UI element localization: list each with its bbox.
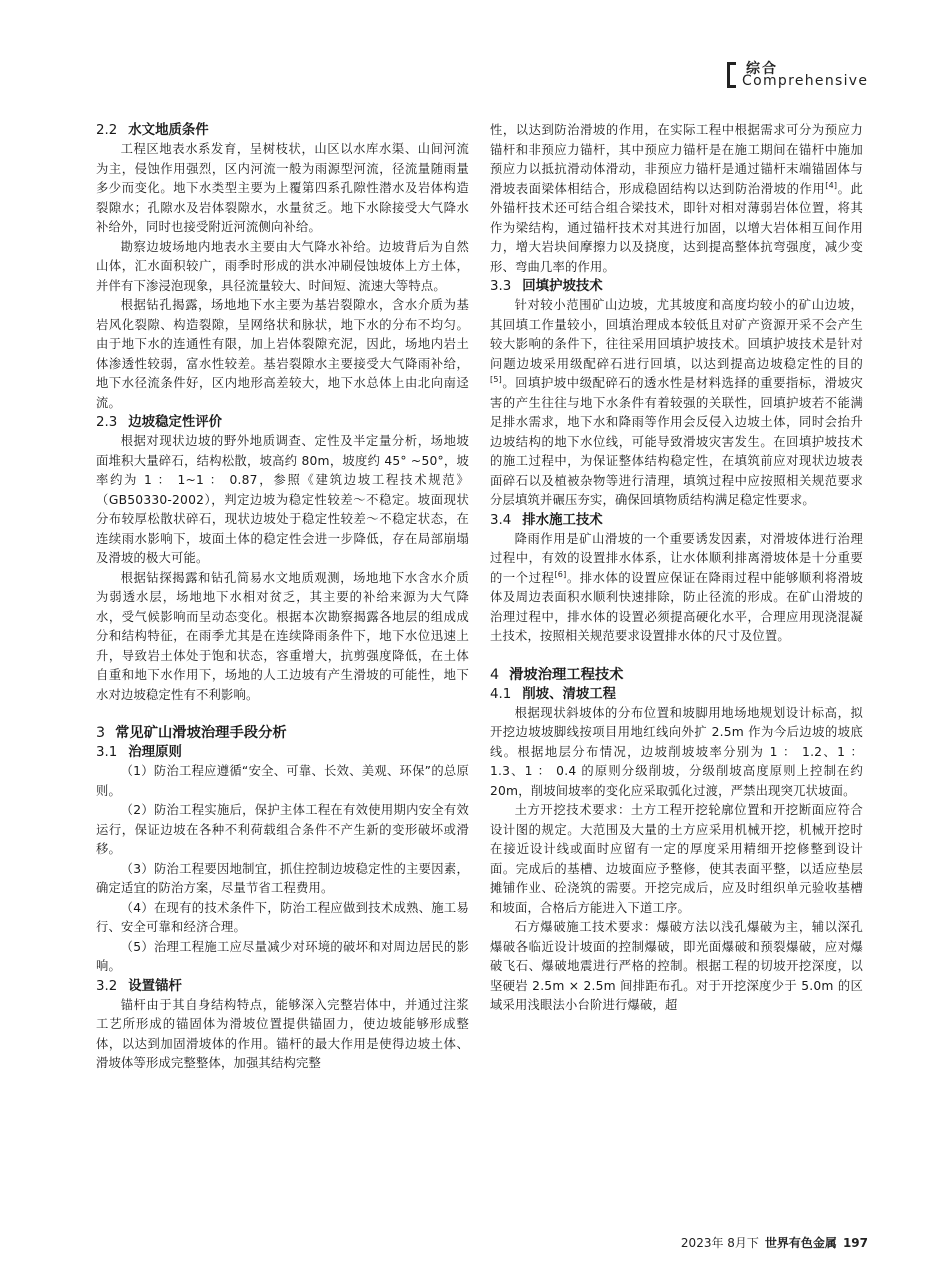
logo-bracket-shape bbox=[727, 62, 736, 88]
heading-3-4: 3.4 排水施工技术 bbox=[490, 512, 603, 528]
section-name-en: Comprehensive bbox=[742, 73, 869, 89]
paragraph: 根据现状斜坡体的分布位置和坡脚用地场地规划设计标高，拟开挖边坡坡脚线按项目用地红线向外扩 2.5m 作为今后边坡的坡底线。根据地层分布情况，边坡削坡坡率分别为 1 ： 1.2、1 ： 1.3、1 ： 0.4 的原则分级削坡，分级削坡高度原则上控制在约 20m，削坡间坡率的变化应采取弧化过渡，严禁出现突兀状坡面。 bbox=[490, 705, 863, 798]
paragraph: 性，以达到防治滑坡的作用，在实际工程中根据需求可分为预应力锚杆和非预应力锚杆，其中预应力锚杆是在施工期间在锚杆中施加预应力以抵抗滑动体滑动，非预应力锚杆是通过锚杆末端锚固体与滑坡表面梁体相结合，形成稳固结构以达到防治滑坡的作用[4]。此外锚杆技术还可结合组合梁技术，即针对相对薄弱岩体位置，将其作为梁结构，通过锚杆技术对其进行加固，以增大岩体相互间作用力，增大岩块间摩擦力以及挠度，达到提高整体抗弯强度，减少变形、弯曲几率的作用。 bbox=[490, 123, 863, 274]
paragraph: （3）防治工程要因地制宜，抓住控制边坡稳定性的主要因素，确定适宜的防治方案，尽量节省工程费用。 bbox=[96, 861, 469, 895]
heading-3-3: 3.3 回填护坡技术 bbox=[490, 279, 603, 294]
heading-4-1: 4.1 削坡、清坡工程 bbox=[490, 686, 617, 702]
journal-section-logo bbox=[727, 58, 867, 94]
citation: [5] bbox=[490, 375, 502, 384]
right-column bbox=[490, 121, 863, 1016]
paragraph: （5）治理工程施工应尽量减少对环境的破坏和对周边居民的影响。 bbox=[96, 939, 469, 973]
citation: [6] bbox=[554, 569, 567, 579]
paragraph: 石方爆破施工技术要求：爆破方法以浅孔爆破为主，辅以深孔爆破各临近设计坡面的控制爆破，即光面爆破和预裂爆破，应对爆破飞石、爆破地震进行严格的控制。根据工程的切坡开挖深度，以坚硬岩 2.5m × 2.5m 间排距布孔。对于开挖深度少于 5.0m 的区域采用浅眼法小台阶进行爆破，超 bbox=[490, 920, 863, 1012]
heading-3-2: 3.2 设置锚杆 bbox=[96, 978, 182, 994]
page-footer bbox=[681, 1234, 868, 1251]
paragraph: 根据钻探揭露和钻孔简易水文地质观测，场地地下水含水介质为弱透水层，场地地下水相对贫乏，其主要的补给来源为大气降水，受气候影响而呈动态变化。根据本次勘察揭露各地层的组成成分和结构特征，在雨季尤其是在连续降雨条件下，地下水位迅速上升，导致岩土体处于饱和状态，容重增大，抗剪强度降低，在土体自重和地下水作用下，场地的人工边坡有产生滑坡的可能性，地下水对边坡稳定性有不利影响。 bbox=[96, 570, 469, 702]
paragraph: 降雨作用是矿山滑坡的一个重要诱发因素，对滑坡体进行治理过程中，有效的设置排水体系，让水体顺利排离滑坡体是十分重要的一个过程[6]。排水体的设置应保证在降雨过程中能够顺利将滑坡体及周边表面积水顺利快速排除，防止径流的形成。在矿山滑坡的治理过程中，排水体的设置必须提高硬化水平，合理应用现浇混凝土技术，按照相关规范要求设置排水体的尺寸及位置。 bbox=[490, 531, 863, 643]
heading-2-3: 2.3 边坡稳定性评价 bbox=[96, 415, 223, 430]
paragraph: 土方开挖技术要求：土方工程开挖轮廓位置和开挖断面应符合设计图的规定。大范围及大量的土方应采用机械开挖，机械开挖时在接近设计线或面时应留有一定的厚度采用精细开挖修整到设计面。完成后的基槽、边坡面应予整修，使其表面平整，以适应垫层摊铺作业、砼浇筑的需要。开挖完成后，应及时组织单元验收基槽和坡面，合格后方能进入下道工序。 bbox=[490, 803, 863, 915]
journal-name: 世界有色金属 bbox=[764, 1236, 837, 1250]
paragraph: （1）防治工程应遵循“安全、可靠、长效、美观、环保”的总原则。 bbox=[96, 764, 469, 798]
paragraph: 针对较小范围矿山边坡，尤其坡度和高度均较小的矿山边坡，其回填工作量较小，回填治理成本较低且对矿产资源开采不会产生较大影响的条件下，往往采用回填护坡技术。回填护坡技术是针对问题边坡采用级配碎石进行回填，以达到提高边坡稳定性的目的[5]。回填护坡中级配碎石的透水性是材料选择的重要指标，滑坡灾害的产生往往与地下水条件有着较强的关联性，回填护坡若不能满足排水需求，地下水和降雨等作用会反侵入边坡土体，同时会抬升边坡结构的地下水位线，可能导致滑坡灾害发生。在回填护坡技术的施工过程中，为保证整体结构稳定性，在填筑前应对现状边坡表面碎石以及植被杂物等进行清理，填筑过程中应按照相关规范要求分层填筑并碾压夯实，确保回填物质结构满足稳定性要求。 bbox=[490, 298, 863, 507]
left-column bbox=[96, 121, 469, 1074]
paragraph: （4）在现有的技术条件下，防治工程应做到技术成熟、施工易行、安全可靠和经济合理。 bbox=[96, 900, 469, 934]
issue-date: 2023年 8月下 bbox=[680, 1236, 759, 1250]
paragraph: 根据钻孔揭露，场地地下水主要为基岩裂隙水，含水介质为基岩风化裂隙、构造裂隙，呈网络状和脉状，地下水的分布不均匀。由于地下水的连通性有限，加上岩体裂隙充泥，因此，场地内岩土体渗透性较弱，富水性较差。基岩裂隙水主要接受大气降雨补给，地下水径流条件好，区内地形高差较大，地下水总体上由北向南迳流。 bbox=[96, 298, 469, 410]
page-number: 197 bbox=[842, 1236, 868, 1250]
section-name-cn: 综合 bbox=[746, 61, 778, 77]
citation: [4] bbox=[825, 180, 838, 190]
heading-3: 3 常见矿山滑坡治理手段分析 bbox=[96, 725, 287, 741]
paragraph: 锚杆由于其自身结构特点，能够深入完整岩体中，并通过注浆工艺所形成的锚固体为滑坡位置提供锚固力，使边坡能够形成整体，以达到加固滑坡体的作用。锚杆的最大作用是使得边坡土体、滑坡体等形成完整整体，加强其结构完整 bbox=[96, 997, 469, 1070]
heading-2-2: 2.2 水文地质条件 bbox=[96, 123, 209, 138]
paragraph: 工程区地表水系发育，呈树枝状，山区以水库水渠、山间河流为主，侵蚀作用强烈，区内河流一般为雨源型河流，径流量随雨量多少而变化。地下水类型主要为上覆第四系孔隙性潜水及岩体构造裂隙水；孔隙水及岩体裂隙水，水量贫乏。地下水除接受大气降水补给外，同时也接受附近河流侧向补给。 bbox=[96, 142, 469, 234]
heading-3-1: 3.1 治理原则 bbox=[96, 745, 182, 760]
paragraph: （2）防治工程实施后，保护主体工程在有效使用期内安全有效运行，保证边坡在各种不利荷载组合条件不产生新的变形破坏或滑移。 bbox=[96, 803, 469, 856]
heading-4: 4 滑坡治理工程技术 bbox=[490, 666, 624, 683]
paragraph: 根据对现状边坡的野外地质调查、定性及半定量分析，场地坡面堆积大量碎石，结构松散，坡高约 80m，坡度约 45° ~50°，坡率约为 1 ： 1~1 ： 0.87，参照《建筑边坡工程技术规范》（GB50330-2002），判定边坡为稳定性较差～不稳定。坡面现状分布较厚松散状碎石，现状边坡处于稳定性较差～不稳定状态，在连续雨水影响下，坡面土体的稳定性会进一步降低，存在局部崩塌及滑坡的极大可能。 bbox=[96, 434, 469, 565]
paragraph: 勘察边坡场地内地表水主要由大气降水补给。边坡背后为自然山体，汇水面积较广，雨季时形成的洪水冲刷侵蚀坡体上方土体，并伴有下渗浸泡现象，具径流量较大、时间短、流速大等特点。 bbox=[96, 239, 469, 293]
